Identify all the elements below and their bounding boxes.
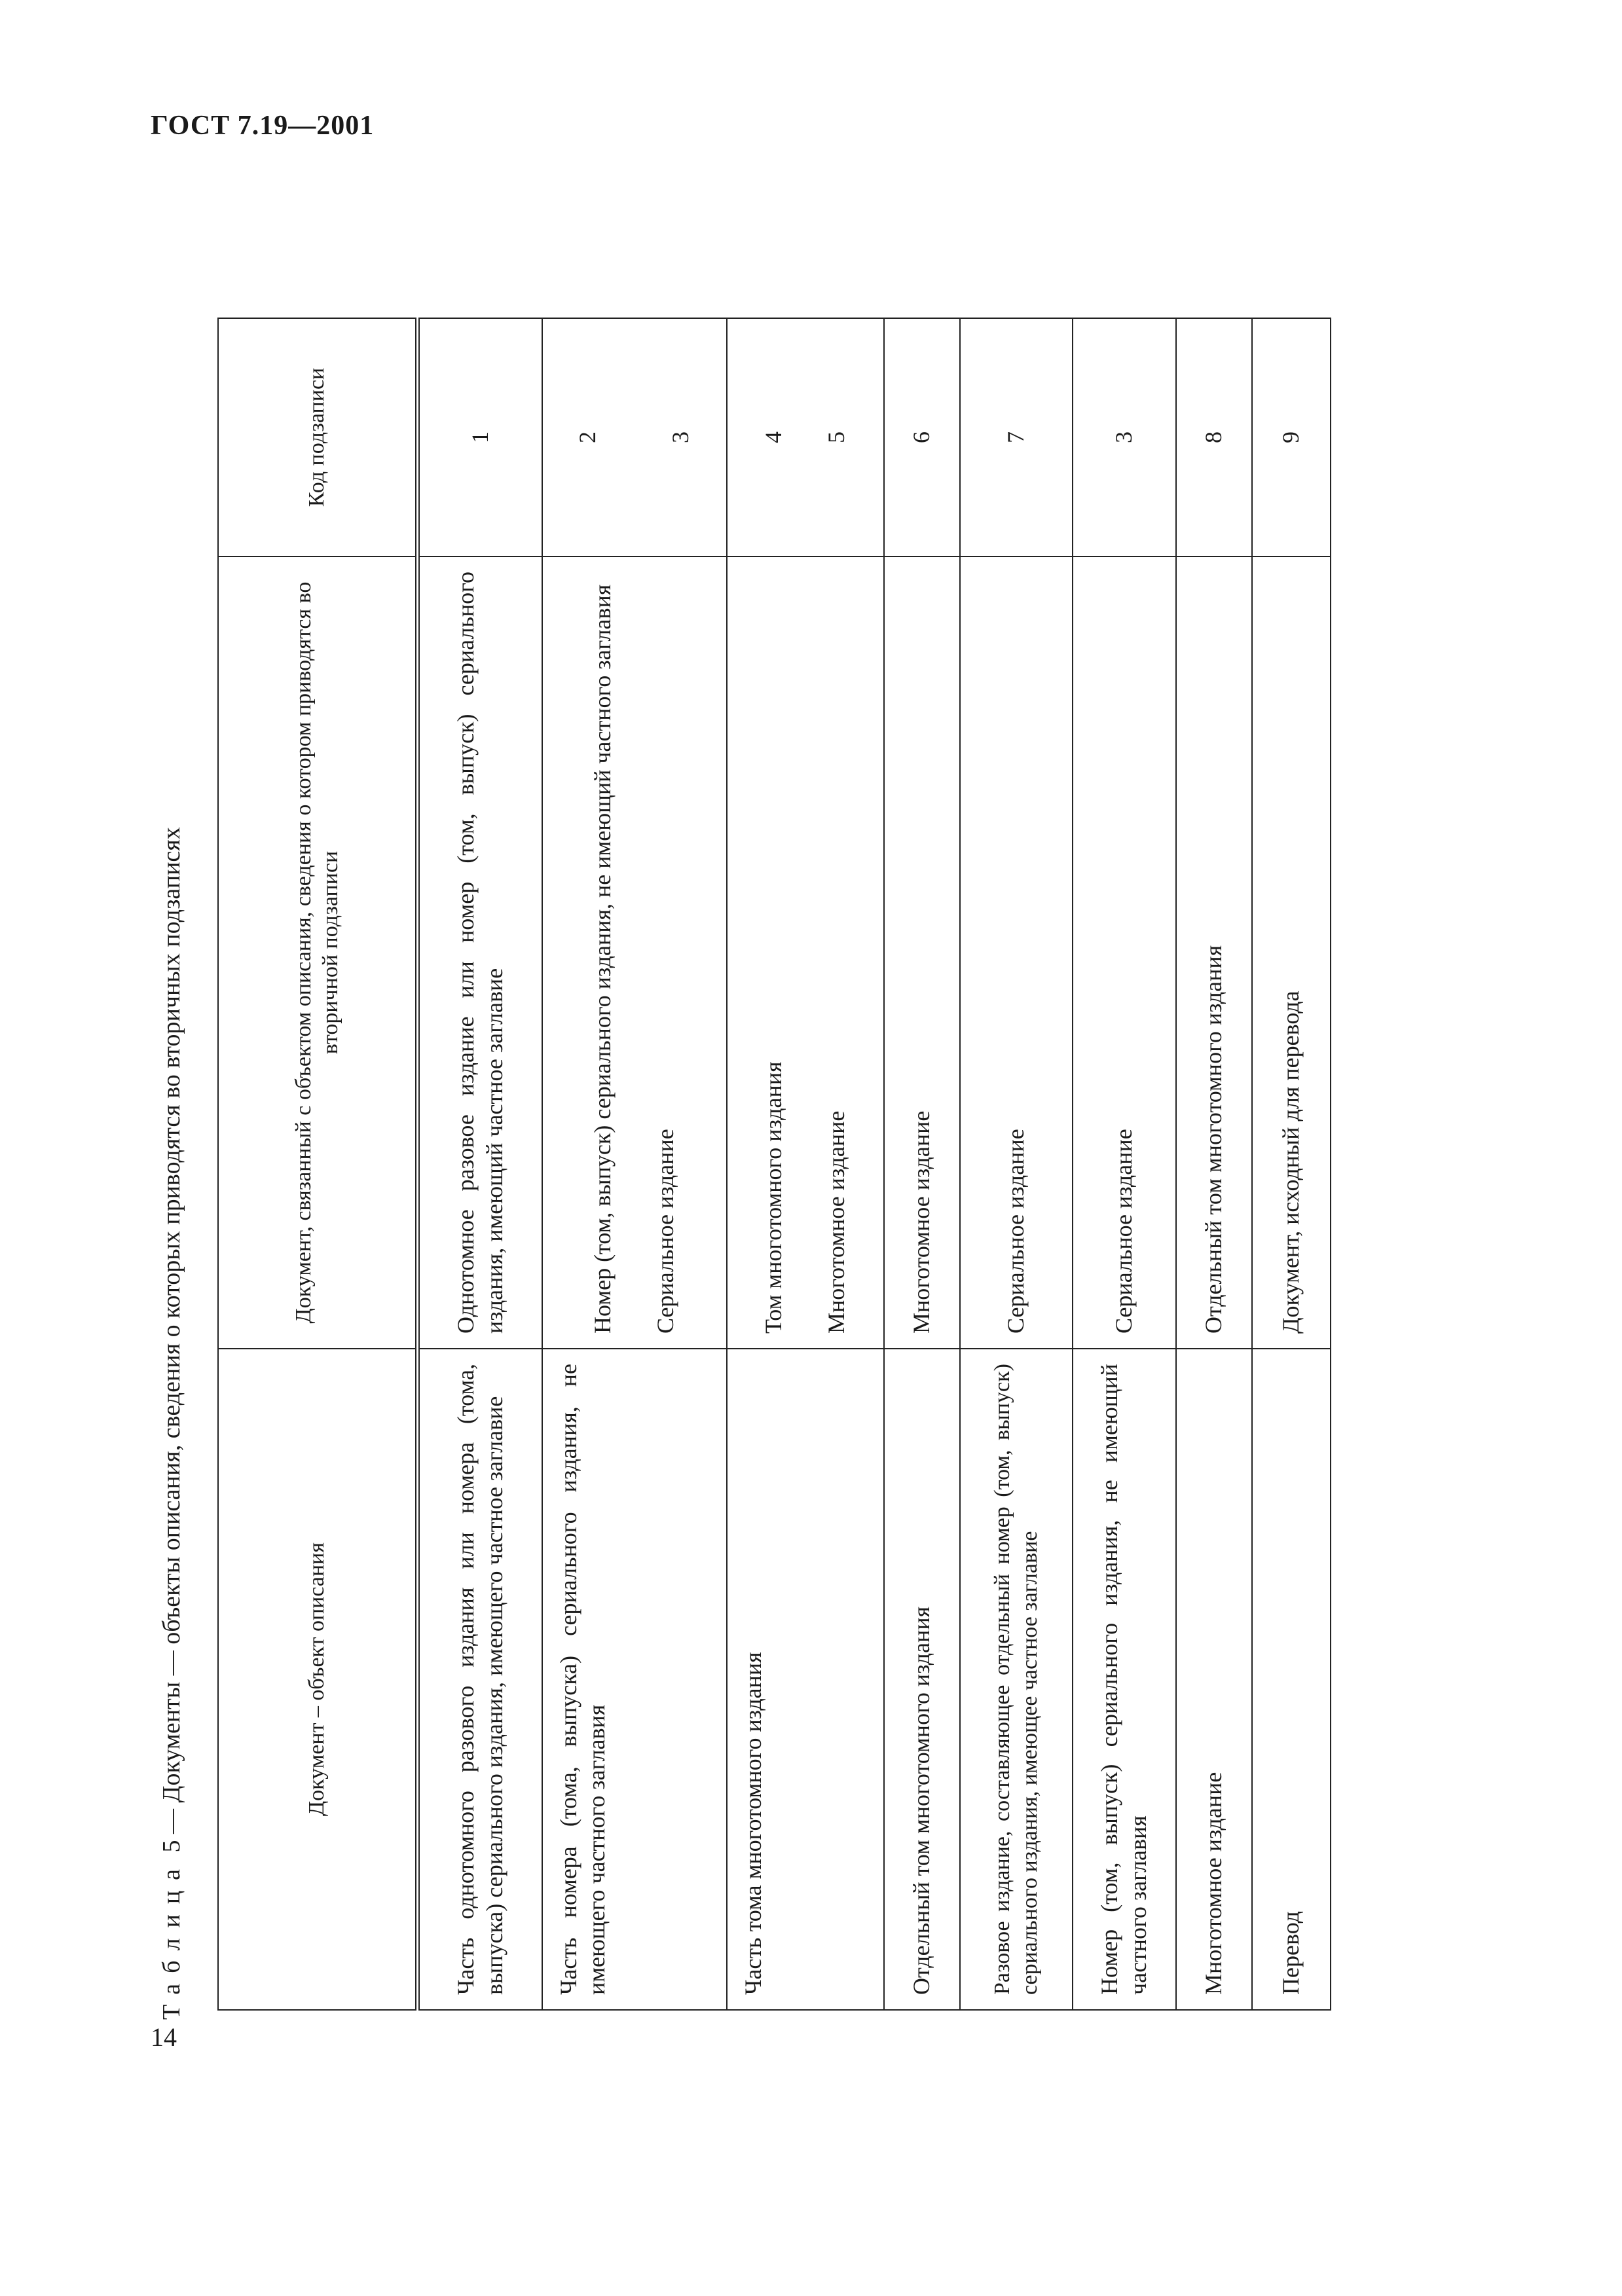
table-caption-text: 5 — Документы — объекты описания, сведения о которых приводятся во вторичных подзаписях [158, 827, 185, 1859]
table-caption [157, 827, 186, 2020]
code-cell [1176, 318, 1252, 556]
table-row [1176, 318, 1252, 2010]
related-cell [1073, 556, 1176, 1349]
related-item: Документ, исходный для перевода [1277, 991, 1304, 1334]
related-cell [542, 556, 727, 1349]
related-cell [884, 556, 960, 1349]
header-code: Код подзаписи [218, 318, 418, 556]
code-item: 4 [760, 431, 786, 443]
code-item: 3 [1110, 431, 1137, 443]
object-cell: Часть однотомного разового издания или номера (тома, выпуска) сериального издания, имеющего частное заглавие [418, 1349, 542, 2010]
related-cell [1252, 556, 1331, 1349]
code-item: 3 [667, 431, 693, 443]
related-item: Номер (том, выпуск) сериального издания, не имеющий частного заглавия [589, 584, 616, 1334]
object-cell: Многотомное издание [1176, 1349, 1252, 2010]
related-item: Сериальное издание [1110, 1129, 1137, 1334]
code-item: 1 [466, 431, 493, 443]
table-row [1252, 318, 1331, 2010]
related-item: Многотомное издание [822, 1110, 849, 1334]
code-item: 7 [1002, 431, 1029, 443]
table-row [960, 318, 1073, 2010]
object-cell: Номер (том, выпуск) сериального издания, не имеющий частного заглавия [1073, 1349, 1176, 2010]
code-item: 5 [822, 431, 849, 443]
table-row [1073, 318, 1176, 2010]
rotated-table-block [157, 200, 1304, 2020]
table-wrapper [217, 318, 1331, 2011]
code-item: 8 [1200, 431, 1226, 443]
object-cell: Часть тома многотомного издания [727, 1349, 884, 2010]
code-cell [1252, 318, 1331, 556]
related-item: Сериальное издание [652, 1129, 678, 1334]
table-row [542, 318, 727, 2010]
related-cell [418, 556, 542, 1349]
related-cell [1176, 556, 1252, 1349]
object-cell: Отдельный том многотомного издания [884, 1349, 960, 2010]
code-cell [727, 318, 884, 556]
code-cell [884, 318, 960, 556]
related-cell [960, 556, 1073, 1349]
object-cell: Разовое издание, составляющее отдельный номер (том, выпуск) сериального издания, имеющее частное заглавие [960, 1349, 1073, 2010]
related-item: Сериальное издание [1002, 1129, 1029, 1334]
code-cell [542, 318, 727, 556]
related-cell [727, 556, 884, 1349]
related-item: Том многотомного издания [760, 1061, 786, 1334]
code-item: 6 [908, 431, 934, 443]
code-cell [960, 318, 1073, 556]
object-cell: Перевод [1252, 1349, 1331, 2010]
header-related: Документ, связанный с объектом описания, сведения о котором приводятся во вторичной подзаписи [218, 556, 418, 1349]
related-item: Однотомное разовое издание или номер (том, выпуск) сериального издания, имеющий частное заглавие [452, 572, 507, 1334]
table-header-row [218, 318, 418, 2010]
table-row [418, 318, 542, 2010]
page-number: 14 [151, 2022, 177, 2052]
table-row [884, 318, 960, 2010]
subrecord-table [217, 318, 1331, 2011]
code-cell [418, 318, 542, 556]
related-item: Многотомное издание [908, 1110, 934, 1334]
code-item: 9 [1277, 431, 1304, 443]
code-cell [1073, 318, 1176, 556]
code-item: 2 [574, 431, 600, 443]
standard-header: ГОСТ 7.19—2001 [151, 111, 375, 141]
table-row [727, 318, 884, 2010]
header-object: Документ – объект описания [218, 1349, 418, 2010]
table-caption-label: Таблица [158, 1858, 185, 2020]
related-item: Отдельный том многотомного издания [1200, 945, 1226, 1334]
object-cell: Часть номера (тома, выпуска) сериального издания, не имеющего частного заглавия [542, 1349, 727, 2010]
